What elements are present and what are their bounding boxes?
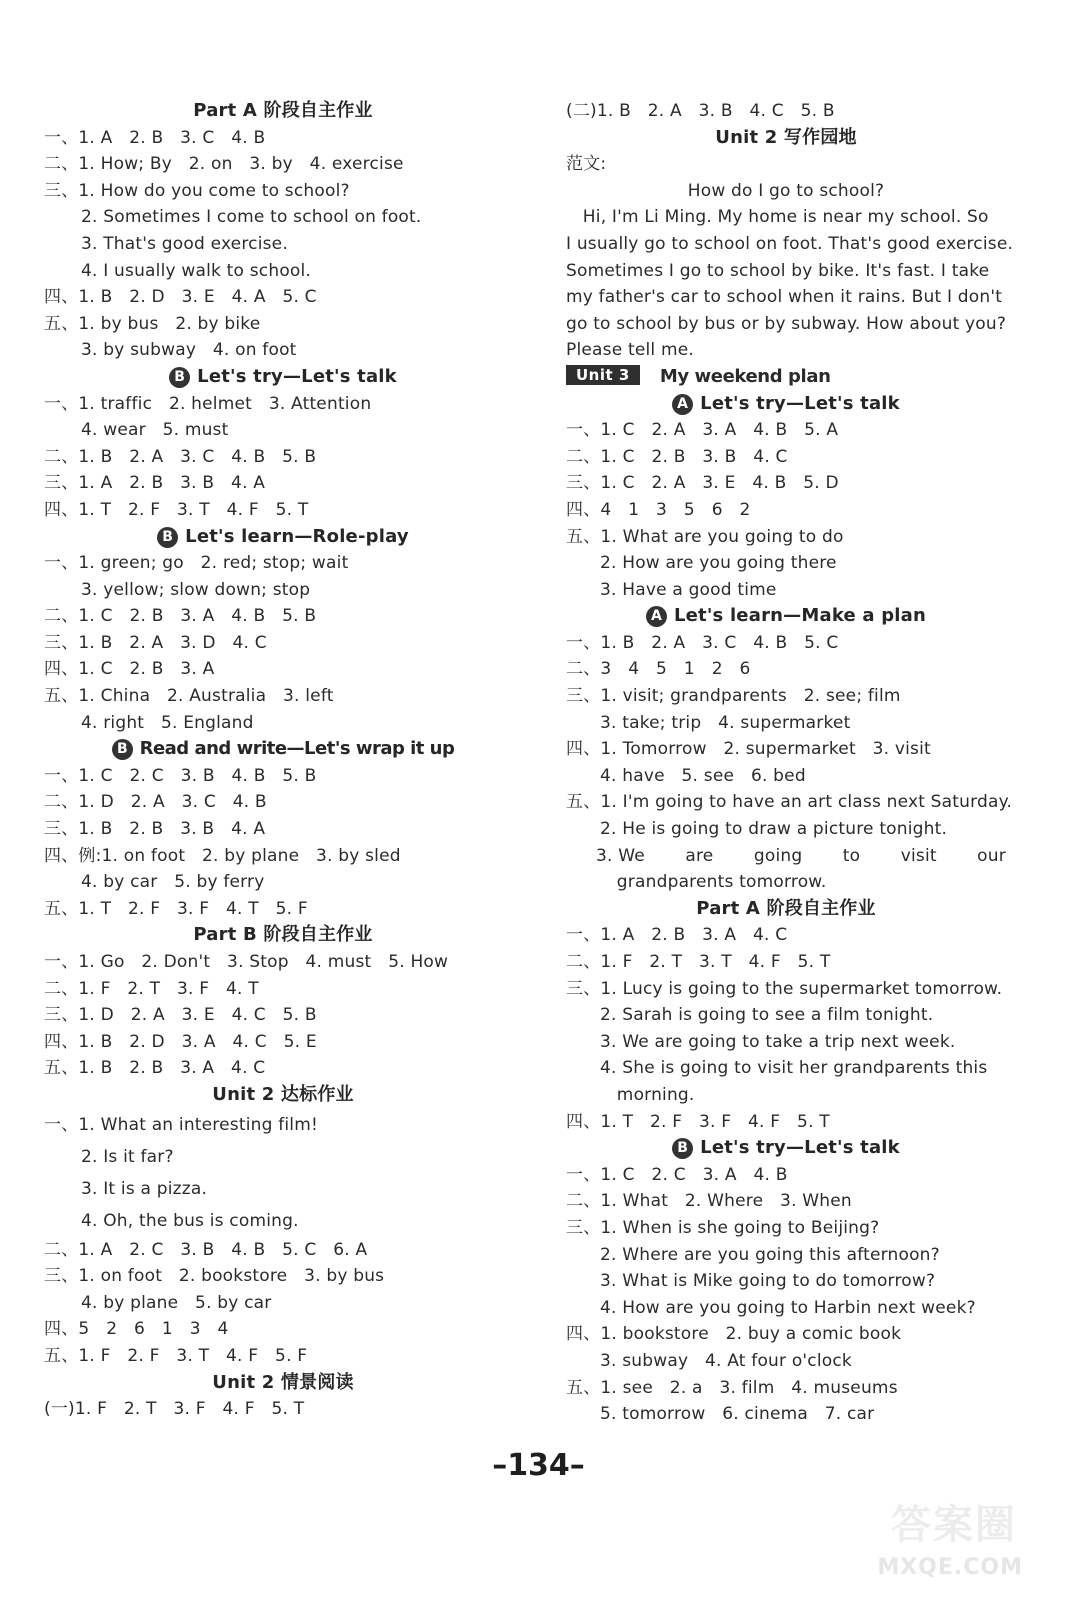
answer-line: 四、1. bookstore 2. buy a comic book: [566, 1324, 902, 1345]
answer-word: to: [842, 845, 861, 866]
answer-line: 五、1. China 2. Australia 3. left: [44, 686, 334, 707]
unit-title: My weekend plan: [659, 365, 831, 387]
unit-heading: [566, 364, 1006, 391]
answer-line: 一、1. A 2. B 3. C 4. B: [44, 127, 266, 148]
section-heading: [566, 1135, 1006, 1162]
answer-line: 四、5 2 6 1 3 4: [44, 1319, 229, 1340]
answer-line: 三、1. B 2. A 3. D 4. C: [44, 632, 267, 653]
watermark-top-text: 答案圈: [891, 1502, 1017, 1548]
answer-line: 4. wear 5. must: [81, 420, 229, 441]
answer-line: 4. Oh, the bus is coming.: [81, 1210, 299, 1231]
section-badge-icon: A: [672, 394, 693, 415]
unit-label-box: Unit 3: [566, 365, 640, 385]
answer-line: 四、1. C 2. B 3. A: [44, 659, 215, 680]
answer-line: 四、1. B 2. D 3. A 4. C 5. E: [44, 1031, 317, 1052]
answer-line: 2. Sometimes I come to school on foot.: [81, 207, 422, 228]
answer-line: 二、1. C 2. B 3. A 4. B 5. B: [44, 606, 317, 627]
answer-line: 3. yellow; slow down; stop: [81, 579, 311, 600]
answer-line: 2. Sarah is going to see a film tonight.: [600, 1005, 934, 1026]
answer-line: 二、3 4 5 1 2 6: [566, 659, 751, 680]
section-heading: [44, 1370, 522, 1397]
answer-line: 3. What is Mike going to do tomorrow?: [600, 1271, 936, 1292]
answer-line: (二)1. B 2. A 3. B 4. C 5. B: [566, 101, 835, 121]
answer-line: 3. by subway 4. on foot: [81, 340, 297, 361]
answer-line: 一、1. traffic 2. helmet 3. Attention: [44, 393, 372, 414]
answer-line: (一)1. F 2. T 3. F 4. F 5. T: [44, 1399, 305, 1420]
right-column: [566, 98, 1014, 1428]
answer-line: 2. He is going to draw a picture tonight.: [600, 819, 948, 840]
answer-line: 一、1. A 2. B 3. A 4. C: [566, 925, 788, 946]
answer-line: 三、1. A 2. B 3. B 4. A: [44, 473, 266, 494]
section-heading-text: Let's try—Let's talk: [700, 392, 900, 414]
answer-word: are: [685, 845, 714, 866]
section-heading-text: Let's try—Let's talk: [197, 365, 397, 387]
section-heading-text: Unit 2 达标作业: [212, 1083, 354, 1105]
answer-line: morning.: [600, 1084, 695, 1105]
section-heading: [566, 125, 1006, 152]
answer-line: 三、1. visit; grandparents 2. see; film: [566, 686, 901, 707]
section-heading-text: Let's learn—Role-play: [185, 525, 409, 547]
answer-line: 3. take; trip 4. supermarket: [600, 712, 851, 733]
answer-line: 三、1. When is she going to Beijing?: [566, 1217, 880, 1238]
answer-line: 5. tomorrow 6. cinema 7. car: [600, 1404, 875, 1425]
answer-line: 一、1. Go 2. Don't 3. Stop 4. must 5. How: [44, 952, 449, 972]
section-badge-icon: B: [672, 1138, 693, 1159]
section-badge-icon: B: [169, 367, 190, 388]
answer-line: 二、1. What 2. Where 3. When: [566, 1191, 852, 1212]
answer-line: 2. Is it far?: [81, 1146, 174, 1167]
answer-line: 五、1. B 2. B 3. A 4. C: [44, 1058, 266, 1079]
answer-line: 一、1. green; go 2. red; stop; wait: [44, 553, 349, 574]
watermark-logo: [877, 1498, 1057, 1588]
section-heading-text: Part A 阶段自主作业: [193, 100, 373, 121]
answer-line: 三、1. How do you come to school?: [44, 180, 350, 201]
answer-line: 五、1. F 2. F 3. T 4. F 5. F: [44, 1345, 308, 1366]
answer-line: 五、1. What are you going to do: [566, 526, 844, 547]
answer-line: 三、1. on foot 2. bookstore 3. by bus: [44, 1266, 385, 1287]
section-heading-text: Unit 2 写作园地: [715, 126, 857, 148]
answer-line: 二、1. How; By 2. on 3. by 4. exercise: [44, 154, 404, 175]
section-heading: [44, 736, 522, 763]
section-badge-icon: A: [646, 606, 667, 627]
answer-line: 三、1. Lucy is going to the supermarket tomorrow.: [566, 978, 1003, 999]
answer-word: 3. We: [596, 845, 645, 866]
answer-line: 二、1. C 2. B 3. B 4. C: [566, 446, 788, 467]
answer-line: 2. How are you going there: [600, 553, 837, 574]
answer-line: 五、1. see 2. a 3. film 4. museums: [566, 1377, 898, 1398]
answer-word: visit: [900, 845, 937, 866]
section-heading-text: Part B 阶段自主作业: [193, 924, 373, 946]
answer-line: 三、1. B 2. B 3. B 4. A: [44, 819, 266, 840]
answer-line: 2. Where are you going this afternoon?: [600, 1244, 940, 1265]
answer-line: 二、1. F 2. T 3. F 4. T: [44, 978, 259, 999]
answer-line: 四、1. T 2. F 3. F 4. F 5. T: [566, 1111, 830, 1132]
answer-line: 4. How are you going to Harbin next week?: [600, 1297, 976, 1318]
answer-line: 3. It is a pizza.: [81, 1178, 208, 1199]
answer-line: 五、1. I'm going to have an art class next Saturday.: [566, 792, 1013, 813]
answer-line: 四、1. B 2. D 3. E 4. A 5. C: [44, 287, 317, 308]
answer-line: Please tell me.: [566, 340, 694, 361]
answer-line: 3. subway 4. At four o'clock: [600, 1350, 852, 1371]
answer-line: 一、1. C 2. C 3. A 4. B: [566, 1164, 788, 1185]
answer-line: 3. We are going to take a trip next week.: [600, 1031, 956, 1052]
answer-line: I usually go to school on foot. That's good exercise.: [566, 233, 1014, 254]
answer-line: grandparents tomorrow.: [600, 872, 827, 893]
answer-line: 二、1. F 2. T 3. T 4. F 5. T: [566, 952, 831, 972]
answer-line: 4. have 5. see 6. bed: [600, 765, 806, 786]
answer-line: my father's car to school when it rains. But I don't: [566, 287, 1003, 308]
section-heading: [566, 391, 1006, 418]
answer-line: 四、4 1 3 5 6 2: [566, 499, 751, 520]
answer-line: 一、1. B 2. A 3. C 4. B 5. C: [566, 632, 839, 653]
answer-line: 二、1. B 2. A 3. C 4. B 5. B: [44, 446, 317, 467]
answer-line: 4. I usually walk to school.: [81, 260, 312, 281]
answer-line: 四、例:1. on foot 2. by plane 3. by sled: [44, 845, 401, 866]
section-heading: [44, 524, 522, 551]
answer-line: 五、1. by bus 2. by bike: [44, 313, 261, 334]
answer-line: 一、1. C 2. C 3. B 4. B 5. B: [44, 765, 317, 786]
answer-line: 3. Have a good time: [600, 579, 777, 600]
answer-word: going: [753, 845, 803, 866]
section-heading-text: Let's learn—Make a plan: [673, 605, 927, 627]
answer-word: our: [977, 845, 1006, 866]
page-number: –134–: [492, 1448, 585, 1483]
section-heading-text: Unit 2 情景阅读: [212, 1371, 354, 1393]
left-column: [44, 98, 522, 1423]
section-heading-text: Read and write—Let's wrap it up: [139, 738, 455, 760]
answer-line: How do I go to school?: [687, 180, 885, 201]
answer-line: 4. by plane 5. by car: [81, 1292, 272, 1313]
answer-line: [566, 843, 1006, 870]
section-heading: [44, 364, 522, 391]
answer-line: 二、1. A 2. C 3. B 4. B 5. C 6. A: [44, 1239, 368, 1260]
answer-line: 一、1. What an interesting film!: [44, 1114, 319, 1135]
section-heading: [44, 922, 522, 949]
answer-line: Hi, I'm Li Ming. My home is near my school. So: [566, 207, 989, 228]
watermark-bottom-text: MXQE.COM: [877, 1555, 1023, 1580]
section-badge-icon: B: [112, 739, 133, 760]
answer-line: go to school by bus or by subway. How about you?: [566, 313, 1007, 334]
section-heading-text: Let's try—Let's talk: [700, 1137, 900, 1159]
answer-line: 五、1. T 2. F 3. F 4. T 5. F: [44, 898, 308, 919]
section-heading: [566, 896, 1006, 923]
section-heading: [44, 1082, 522, 1109]
section-heading: [566, 603, 1006, 630]
answer-line: 三、1. D 2. A 3. E 4. C 5. B: [44, 1005, 317, 1026]
answer-line: 四、1. T 2. F 3. T 4. F 5. T: [44, 499, 309, 520]
answer-line: 4. right 5. England: [81, 712, 254, 733]
section-badge-icon: B: [157, 527, 178, 548]
answer-line: 范文:: [566, 154, 607, 175]
answer-line: 一、1. C 2. A 3. A 4. B 5. A: [566, 420, 839, 441]
answer-line: 3. That's good exercise.: [81, 233, 288, 254]
answer-line: Sometimes I go to school by bike. It's fast. I take: [566, 260, 990, 281]
section-heading: [44, 98, 522, 125]
section-heading-text: Part A 阶段自主作业: [696, 897, 876, 919]
answer-line: 4. by car 5. by ferry: [81, 872, 265, 893]
answer-line: 四、1. Tomorrow 2. supermarket 3. visit: [566, 739, 931, 760]
answer-line: 三、1. C 2. A 3. E 4. B 5. D: [566, 473, 839, 494]
answer-line: 二、1. D 2. A 3. C 4. B: [44, 792, 267, 813]
answer-line: 4. She is going to visit her grandparents this: [600, 1058, 988, 1079]
